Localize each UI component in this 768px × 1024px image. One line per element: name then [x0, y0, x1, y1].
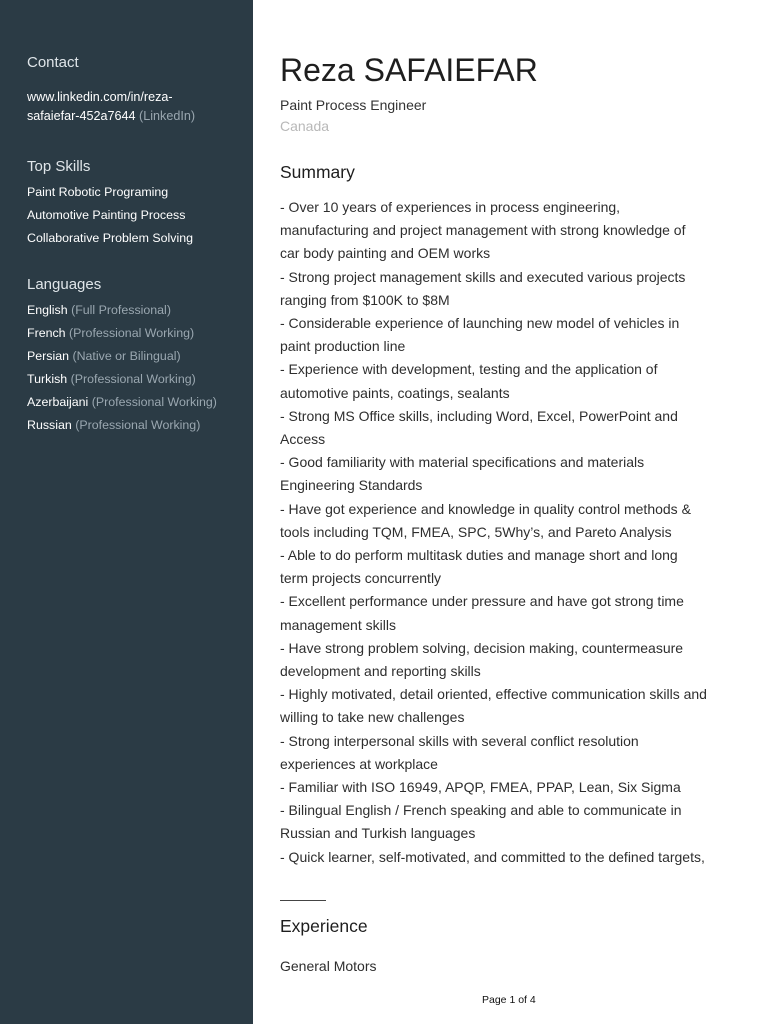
language-level: (Professional Working)	[69, 326, 195, 340]
summary-line: tools including TQM, FMEA, SPC, 5Why’s, and Pareto Analysis	[280, 523, 672, 540]
languages-section	[27, 276, 233, 437]
summary-line: - Considerable experience of launching new model of vehicles in	[280, 315, 680, 332]
summary-body	[280, 196, 750, 869]
languages-heading: Languages	[27, 276, 102, 293]
summary-line: willing to take new challenges	[280, 709, 465, 726]
summary-line: - Strong project management skills and executed various projects	[280, 268, 686, 285]
contact-heading: Contact	[27, 54, 79, 71]
page-number: Page 1 of 4	[482, 994, 536, 1006]
language-item	[27, 299, 233, 322]
sidebar	[0, 0, 253, 1024]
summary-line: ranging from $100K to $8M	[280, 291, 450, 308]
language-name: Persian	[27, 349, 70, 363]
summary-line: Access	[280, 431, 326, 448]
job-title: Paint Process Engineer	[280, 97, 427, 113]
summary-line: - Experience with development, testing and the application of	[280, 361, 658, 378]
summary-line: car body painting and OEM works	[280, 245, 491, 262]
language-item	[27, 391, 233, 414]
summary-line: - Have strong problem solving, decision making, countermeasure	[280, 639, 684, 656]
summary-line: - Able to do perform multitask duties and manage short and long	[280, 547, 678, 564]
summary-line: paint production line	[280, 338, 406, 355]
summary-line: development and reporting skills	[280, 663, 481, 680]
company-name: General Motors	[280, 958, 377, 974]
summary-line: term projects concurrently	[280, 570, 442, 587]
section-divider	[280, 900, 326, 901]
summary-line: - Strong MS Office skills, including Word, Excel, PowerPoint and	[280, 407, 678, 424]
linkedin-url-line2: safaiefar-452a7644	[27, 109, 136, 123]
skills-heading: Top Skills	[27, 158, 91, 175]
summary-line: - Excellent performance under pressure and have got strong time	[280, 593, 684, 610]
summary-line: automotive paints, coatings, sealants	[280, 384, 510, 401]
summary-heading: Summary	[280, 162, 355, 182]
summary-line: experiences at workplace	[280, 755, 438, 772]
language-name: Azerbaijani	[27, 395, 89, 409]
summary-line: - Highly motivated, detail oriented, effective communication skills and	[280, 686, 707, 703]
language-name: Turkish	[27, 372, 68, 386]
summary-line: - Over 10 years of experiences in process engineering,	[280, 199, 621, 215]
linkedin-url-line1: www.linkedin.com/in/reza-	[27, 90, 173, 104]
summary-line: - Have got experience and knowledge in quality control methods &	[280, 500, 691, 517]
summary-line: management skills	[280, 616, 396, 633]
location: Canada	[280, 118, 330, 134]
language-item	[27, 322, 233, 345]
summary-line: - Strong interpersonal skills with several conflict resolution	[280, 732, 639, 749]
summary-line: Russian and Turkish languages	[280, 825, 476, 842]
summary-line: manufacturing and project management with strong knowledge of	[280, 222, 686, 239]
summary-line: - Good familiarity with material specifications and materials	[280, 454, 645, 471]
language-name: Russian	[27, 418, 72, 432]
language-level: (Native or Bilingual)	[72, 349, 181, 363]
skills-section	[27, 158, 233, 250]
language-name: French	[27, 326, 66, 340]
language-level: (Professional Working)	[91, 395, 217, 409]
skill-item: Automotive Painting Process	[27, 208, 186, 222]
summary-line: Engineering Standards	[280, 477, 423, 494]
language-item	[27, 345, 233, 368]
language-item	[27, 368, 233, 391]
skill-item: Collaborative Problem Solving	[27, 231, 193, 245]
person-name: Reza SAFAIEFAR	[280, 52, 538, 88]
summary-line: - Bilingual English / French speaking and able to communicate in	[280, 802, 682, 819]
language-item	[27, 414, 233, 437]
language-name: English	[27, 303, 68, 317]
language-level: (Full Professional)	[71, 303, 171, 317]
summary-line: - Familiar with ISO 16949, APQP, FMEA, PPAP, Lean, Six Sigma	[280, 779, 681, 796]
contact-section	[27, 54, 233, 126]
skill-item: Paint Robotic Programing	[27, 185, 169, 199]
experience-heading: Experience	[280, 916, 368, 936]
linkedin-label: (LinkedIn)	[139, 109, 196, 123]
language-level: (Professional Working)	[70, 372, 196, 386]
summary-line: - Quick learner, self-motivated, and committed to the defined targets,	[280, 848, 705, 865]
linkedin-link[interactable]	[27, 88, 233, 126]
language-level: (Professional Working)	[75, 418, 201, 432]
